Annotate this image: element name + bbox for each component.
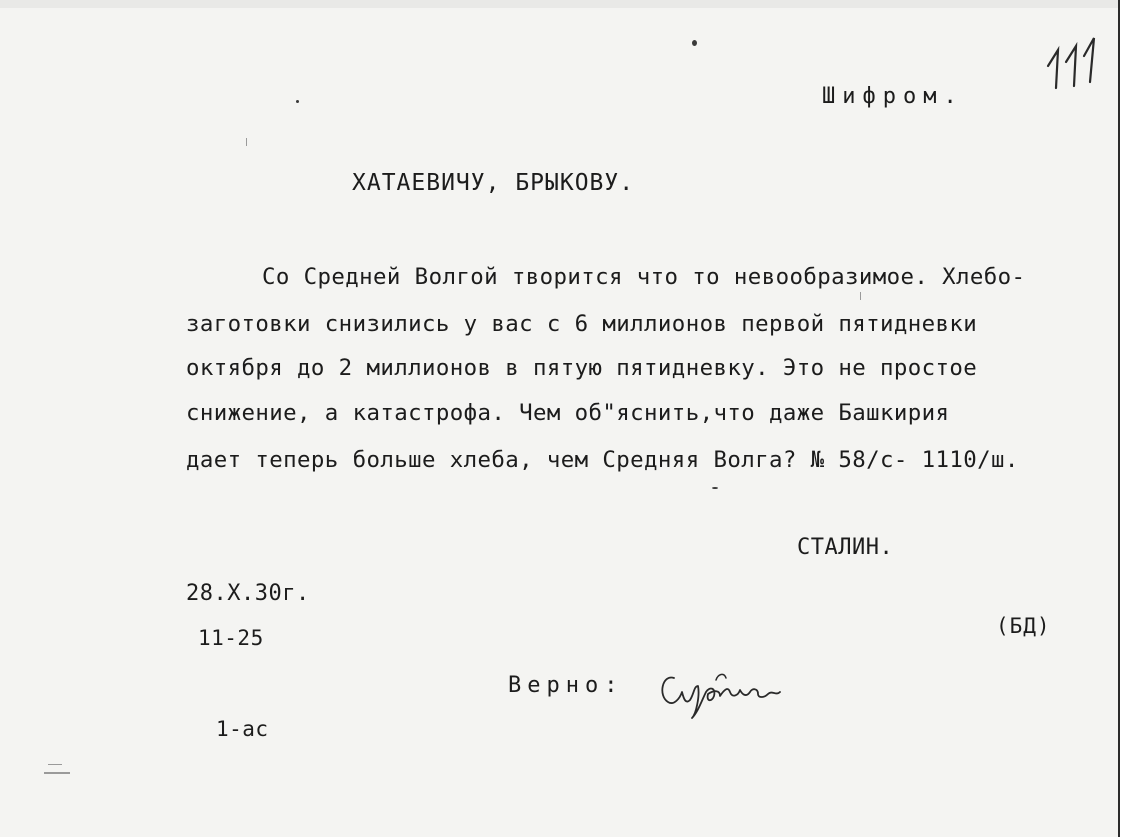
signer-name: СТАЛИН. <box>797 535 894 560</box>
paper-scratch <box>246 138 247 146</box>
body-line: заготовки снизились у вас с 6 миллионов первой пятидневки <box>186 311 978 337</box>
ink-speck <box>692 40 697 46</box>
typist-initials: (БД) <box>996 614 1051 638</box>
ink-speck <box>712 487 718 489</box>
cipher-header: Шифром. <box>822 84 964 109</box>
ink-speck <box>296 100 299 103</box>
paper-scratch <box>44 772 70 774</box>
paper-scratch <box>48 764 62 765</box>
body-line: снижение, а катастрофа. Чем об"яснить,что даже Башкирия <box>186 400 950 426</box>
document-time: 11-25 <box>198 626 264 650</box>
addressees-line: ХАТАЕВИЧУ, БРЫКОВУ. <box>352 170 635 196</box>
paper-scratch <box>860 292 861 300</box>
body-line: октября до 2 миллионов в пятую пятидневку. Это не простое <box>186 355 978 381</box>
certified-label: Верно: <box>508 673 624 698</box>
handwritten-signature <box>654 656 784 726</box>
scan-right-edge <box>1118 0 1146 837</box>
copy-mark: 1-ас <box>216 717 269 741</box>
body-line: Со Средней Волгой творится что то невообразимое. Хлебо- <box>262 264 1026 290</box>
scan-top-edge <box>0 0 1146 8</box>
document-date: 28.Х.30г. <box>186 581 310 606</box>
body-line: дает теперь больше хлеба, чем Средняя Волга? № 58/с- 1110/ш. <box>186 447 1019 473</box>
folio-number-handwritten <box>1036 26 1106 96</box>
